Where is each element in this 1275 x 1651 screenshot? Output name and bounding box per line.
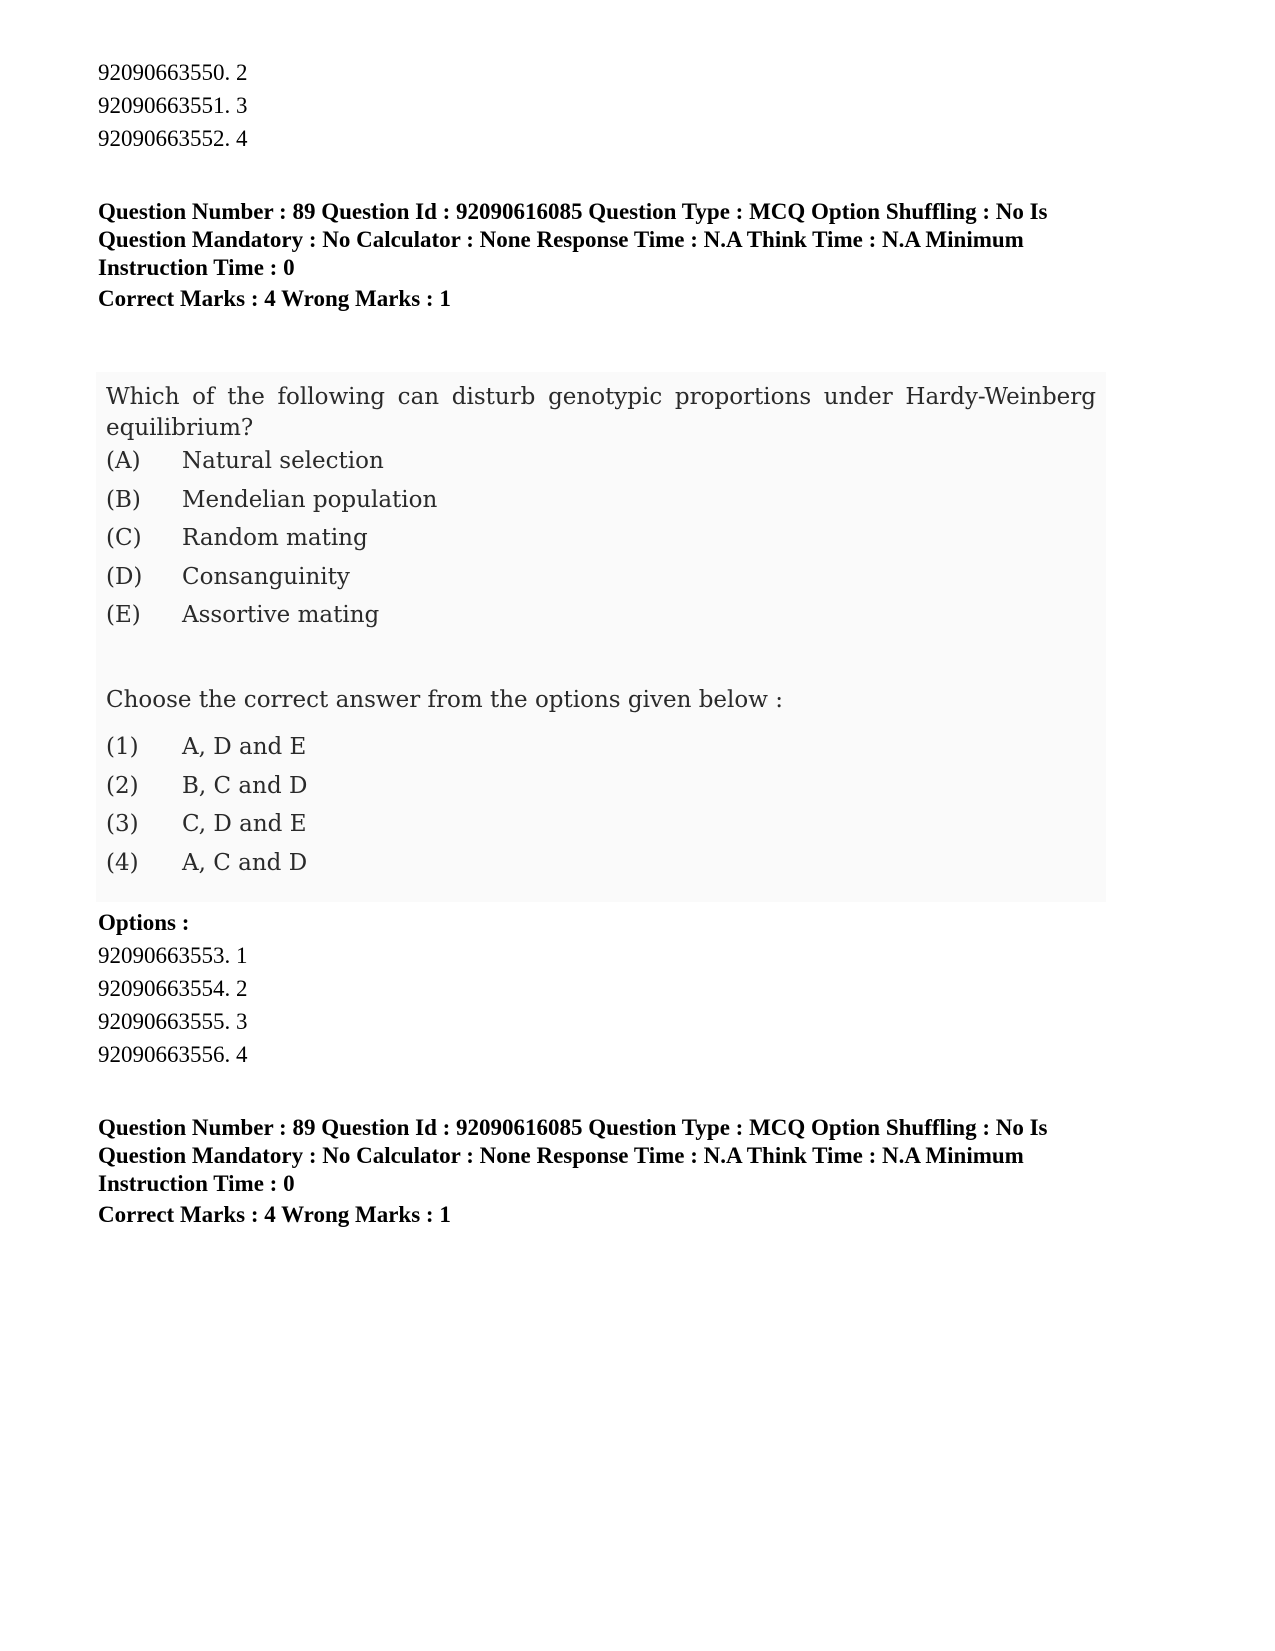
option-3: 92090663555. 3 xyxy=(98,1009,248,1034)
choose-instruction: Choose the correct answer from the options given below : xyxy=(106,687,783,713)
answer-label: (4) xyxy=(106,850,139,876)
answer-text: A, D and E xyxy=(182,734,307,760)
next-question-marks: Correct Marks : 4 Wrong Marks : 1 xyxy=(98,1202,451,1227)
statement-b xyxy=(106,485,437,515)
statement-c xyxy=(106,523,368,553)
question-text: Which of the following can disturb genotypic proportions under Hardy-Weinberg equilibrium? xyxy=(106,384,1096,441)
options-heading: Options : xyxy=(98,910,190,935)
statement-a xyxy=(106,446,384,476)
question-marks: Correct Marks : 4 Wrong Marks : 1 xyxy=(98,286,451,311)
statement-text: Random mating xyxy=(182,525,368,551)
statement-label: (A) xyxy=(106,448,141,474)
statement-text: Assortive mating xyxy=(182,602,380,628)
answer-4 xyxy=(106,848,307,878)
statement-label: (E) xyxy=(106,602,141,628)
answer-text: B, C and D xyxy=(182,773,308,799)
statement-text: Natural selection xyxy=(182,448,384,474)
top-option-1: 92090663550. 2 xyxy=(98,60,248,85)
top-option-2: 92090663551. 3 xyxy=(98,93,248,118)
answer-2 xyxy=(106,771,307,801)
statement-d xyxy=(106,562,350,592)
answer-label: (2) xyxy=(106,773,139,799)
answer-label: (3) xyxy=(106,811,139,837)
question-image xyxy=(96,372,1106,902)
question-meta: Question Number : 89 Question Id : 92090616085 Question Type : MCQ Option Shuffling : No Is Question Mandatory : No Calculator : None Response Time : N.A Think Time : N.A Minimum Instruction Time : 0 xyxy=(98,199,1048,280)
top-option-3: 92090663552. 4 xyxy=(98,126,248,151)
statement-label: (B) xyxy=(106,487,141,513)
statement-label: (C) xyxy=(106,525,142,551)
option-1: 92090663553. 1 xyxy=(98,943,248,968)
answer-label: (1) xyxy=(106,734,139,760)
option-4: 92090663556. 4 xyxy=(98,1042,248,1067)
next-question-meta: Question Number : 89 Question Id : 92090616085 Question Type : MCQ Option Shuffling : No Is Question Mandatory : No Calculator : None Response Time : N.A Think Time : N.A Minimum Instruction Time : 0 xyxy=(98,1115,1048,1196)
statement-label: (D) xyxy=(106,564,143,590)
statement-e xyxy=(106,600,379,630)
statement-text: Mendelian population xyxy=(182,487,438,513)
statement-text: Consanguinity xyxy=(182,564,350,590)
option-2: 92090663554. 2 xyxy=(98,976,248,1001)
answer-text: A, C and D xyxy=(182,850,308,876)
answer-3 xyxy=(106,809,307,839)
answer-1 xyxy=(106,732,306,762)
answer-text: C, D and E xyxy=(182,811,307,837)
